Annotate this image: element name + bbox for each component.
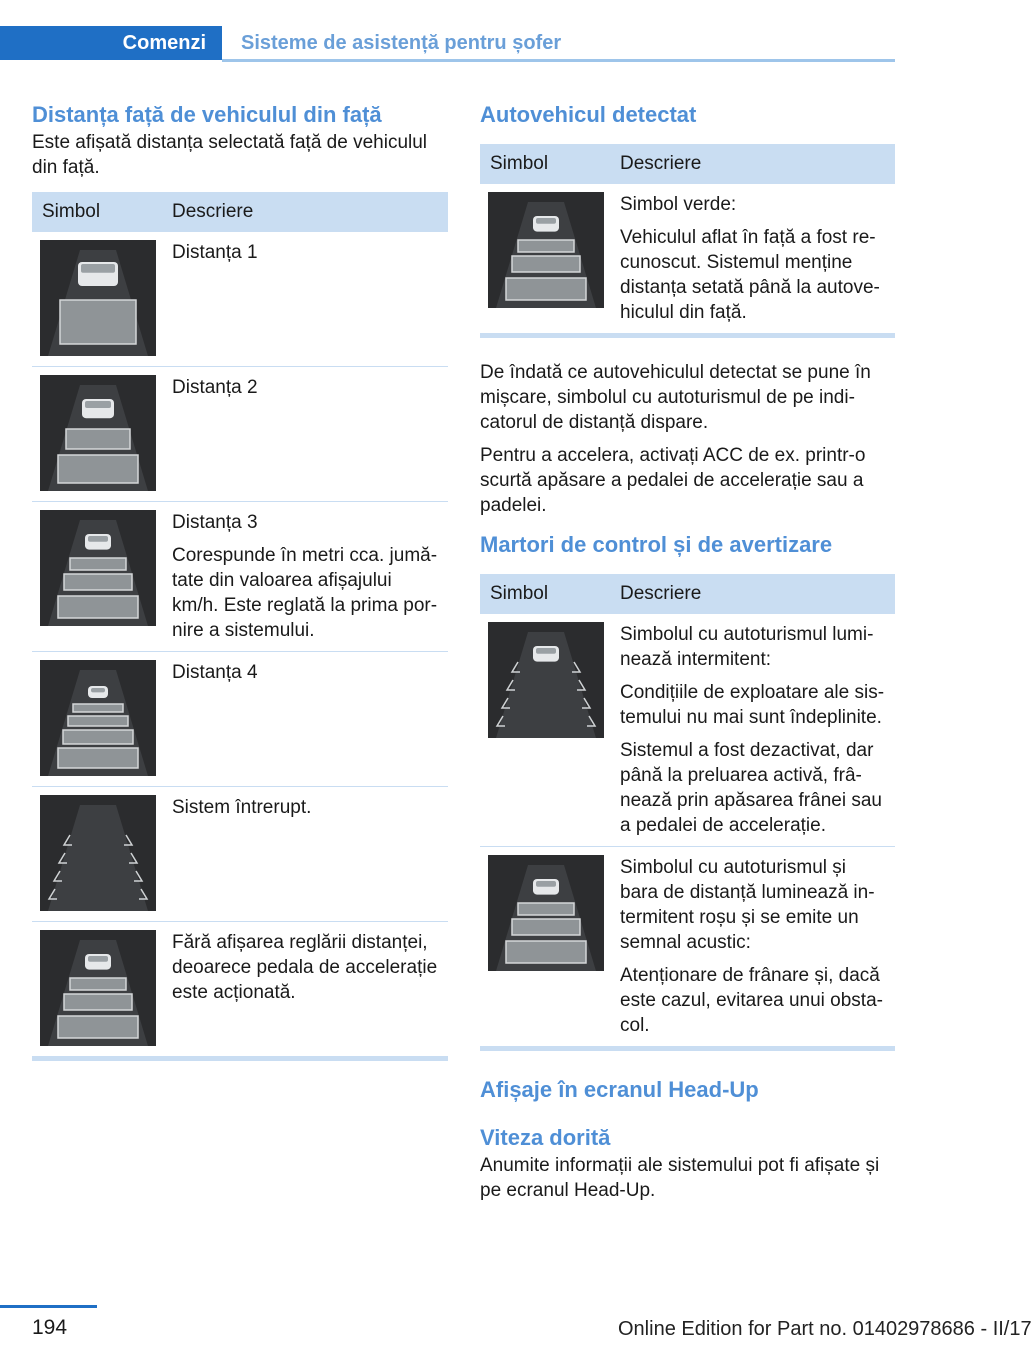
row-description xyxy=(164,652,448,787)
description-line: Distanța 2 xyxy=(172,377,258,398)
left-column xyxy=(32,100,448,1061)
car-flashing-icon xyxy=(480,614,612,847)
description-line: Simbolul cu autoturismul și bara de distanță luminează intermitent roșu și se emite un semnal acustic: xyxy=(620,857,875,953)
warnings-symbol-table xyxy=(480,574,895,1046)
detected-paragraph: De îndată ce autovehiculul detectat se pune în mișcare, simbolul cu autoturismul de pe indicatorul de distanță dispare. xyxy=(480,362,871,433)
col-header-description: Descriere xyxy=(612,144,895,184)
row-description xyxy=(612,184,895,333)
description-line: Distanța 1 xyxy=(172,242,258,263)
col-header-symbol: Simbol xyxy=(480,574,612,614)
accelerate-paragraph: Pentru a accelera, activați ACC de ex. printr-o scurtă apăsare a pedalei de accelerație sau a padelei. xyxy=(480,445,866,516)
warnings-heading: Martori de control și de avertizare xyxy=(480,532,833,557)
page-header xyxy=(0,0,960,62)
right-column xyxy=(480,100,895,1203)
speed-heading: Viteza dorită xyxy=(480,1125,611,1150)
distance-intro: Este afișată distanța selectată față de vehiculul din față. xyxy=(32,132,428,178)
distance-heading: Distanța față de vehiculul din față xyxy=(32,102,382,127)
table-row xyxy=(32,922,448,1057)
description-line: Fără afișarea reglării distanței, deoarece pedala de accelerație este acționată. xyxy=(172,932,438,1003)
car-distance-1-icon xyxy=(32,232,164,367)
table-end-rule xyxy=(32,1056,448,1061)
table-end-rule xyxy=(480,1046,895,1051)
col-header-symbol: Simbol xyxy=(480,144,612,184)
col-header-description: Descriere xyxy=(164,192,448,232)
description-line: Atenționare de frânare și, dacă este cazul, evitarea unui obstacol. xyxy=(620,965,883,1036)
detected-symbol-table xyxy=(480,144,895,333)
edition-note: Online Edition for Part no. 01402978686 - II/17 xyxy=(618,1318,1032,1340)
table-row xyxy=(32,787,448,922)
row-description xyxy=(164,502,448,652)
description-line: Simbol verde: xyxy=(620,194,737,215)
distance-symbol-table xyxy=(32,192,448,1056)
description-line: Sistem întrerupt. xyxy=(172,797,312,818)
description-line: Distanța 4 xyxy=(172,662,258,683)
col-header-description: Descriere xyxy=(612,574,895,614)
col-header-symbol: Simbol xyxy=(32,192,164,232)
row-description xyxy=(612,847,895,1047)
description-line: Condițiile de exploatare ale sistemului nu mai sunt îndeplinite. xyxy=(620,682,885,728)
car-distance-bar-red-icon xyxy=(480,847,612,1047)
table-row xyxy=(32,232,448,367)
speed-paragraph: Anumite informații ale sistemului pot fi afișate și pe ecranul Head-Up. xyxy=(480,1155,880,1201)
car-distance-3-icon xyxy=(32,502,164,652)
hud-heading: Afișaje în ecranul Head-Up xyxy=(480,1077,759,1102)
header-rule xyxy=(222,59,895,62)
description-line: Sistemul a fost dezactivat, dar până la preluarea activă, frânează prin apăsarea frânei sau a pedalei de accelerație. xyxy=(620,740,882,836)
vehicle-detected-green-icon xyxy=(480,184,612,333)
table-row xyxy=(480,184,895,333)
description-line: Distanța 3 xyxy=(172,512,258,533)
footer-rule xyxy=(0,1305,97,1308)
detected-heading: Autovehicul detectat xyxy=(480,102,697,127)
car-distance-2-icon xyxy=(32,367,164,502)
table-row xyxy=(32,367,448,502)
table-row xyxy=(480,614,895,847)
section-title[interactable]: Sisteme de asistență pentru șofer xyxy=(241,31,562,54)
table-end-rule xyxy=(480,333,895,338)
table-row xyxy=(32,652,448,787)
page-number: 194 xyxy=(32,1316,68,1339)
row-description xyxy=(612,614,895,847)
row-description xyxy=(164,922,448,1057)
system-interrupted-icon xyxy=(32,787,164,922)
description-line: Vehiculul aflat în față a fost recunoscut. Sistemul menține distanța setată până la autovehiculul din față. xyxy=(620,227,880,323)
row-description xyxy=(164,367,448,502)
accelerator-override-icon xyxy=(32,922,164,1057)
car-distance-4-icon xyxy=(32,652,164,787)
chapter-tab[interactable]: Comenzi xyxy=(0,26,222,60)
description-line: Simbolul cu autoturismul luminează intermitent: xyxy=(620,624,874,670)
table-row xyxy=(480,847,895,1047)
table-row xyxy=(32,502,448,652)
description-line: Corespunde în metri cca. jumătate din valoarea afișajului km/h. Este reglată la prima pornire a sistemului. xyxy=(172,545,438,641)
row-description xyxy=(164,232,448,367)
row-description xyxy=(164,787,448,922)
